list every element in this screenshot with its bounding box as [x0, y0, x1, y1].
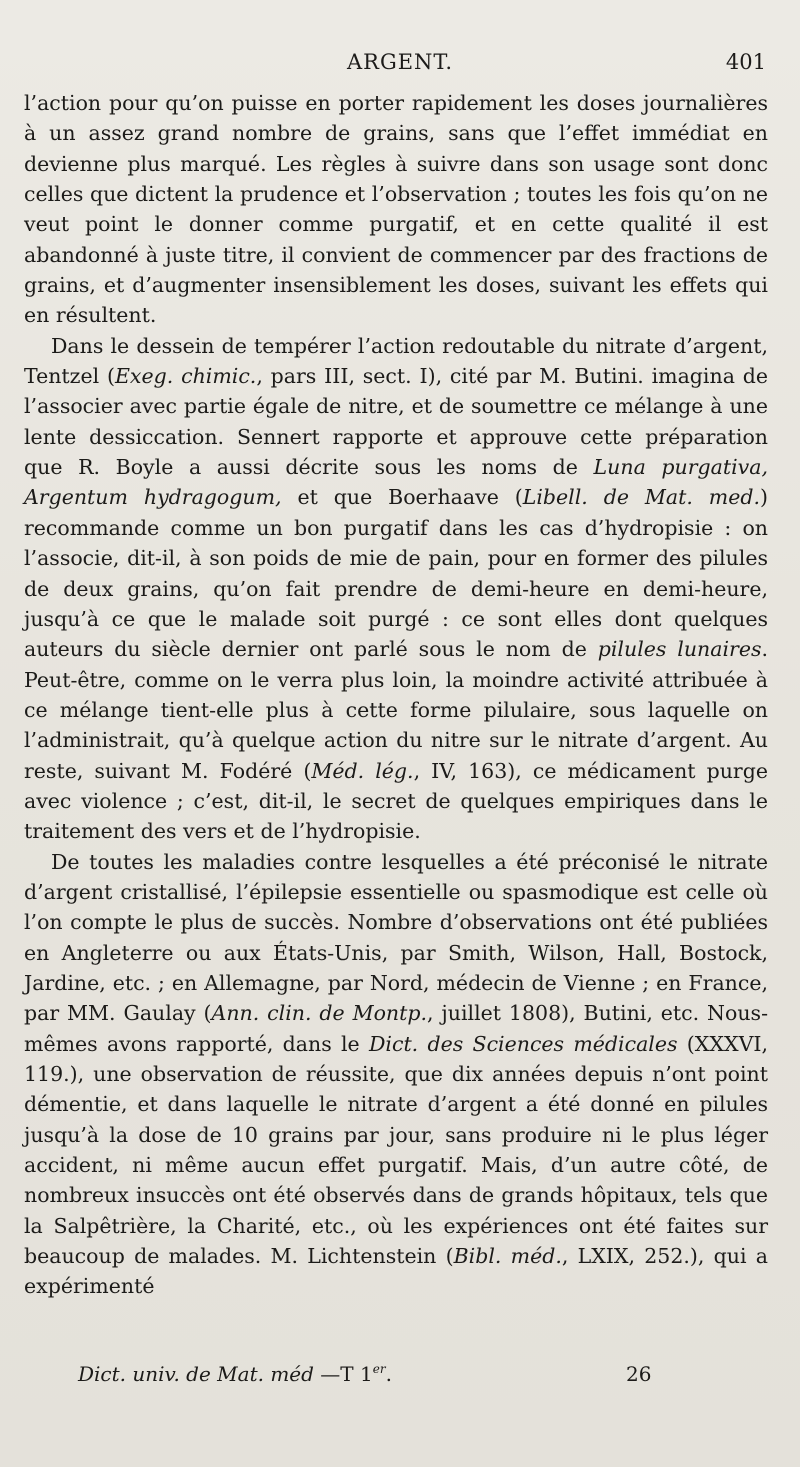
- page-footer: [0, 1362, 800, 1396]
- italic-reference: pilules lunaires: [597, 637, 762, 662]
- printer-signature: [78, 1362, 392, 1386]
- text-run: , pars III, sect. I), cité par M. Butini. imagina de l’associer avec partie égale de nitre, et de soumettre ce mélange à une lente dessiccation. Sennert rapporte et approuve cette préparation que R. Boyle a aussi décrite sous les noms de: [24, 364, 768, 480]
- sheet-number: 26: [626, 1362, 652, 1386]
- text-run: (XXXVI, 119.), une observation de réussite, que dix années depuis n’ont point démentie, et dans laquelle le nitrate d’argent a été donné en pilules jusqu’à la dose de 10 grains par jour, sans produire ni le plus léger accident, ni même aucun effet purgatif. Mais, d’un autre côté, de nombreux insuccès ont été observés dans de grands hôpitaux, tels que la Salpêtrière, la Charité, etc., où les expériences ont été faites sur beaucoup de malades. M. Lichtenstein (: [24, 1031, 768, 1269]
- paragraph-p1: [24, 88, 768, 331]
- signature-end: .: [385, 1362, 392, 1386]
- signature-dash: —T: [313, 1362, 354, 1386]
- text-run: De toutes les maladies contre lesquelles a été préconisé le nitrate d’argent cristallisé, l’épilepsie essentielle ou spasmodique est celle où l’on compte le plus de succès. Nombre d’observations ont été publiées en Angleterre ou aux États-Unis, par Smith, Wilson, Hall, Bostock, Jardine, etc. ; en Allemagne, par Nord, médecin de Vienne ; en France, par MM. Gaulay (: [24, 849, 768, 1026]
- text-run: l’action pour qu’on puisse en porter rapidement les doses journalières à un assez grand nombre de grains, sans que l’effet immédiat en devienne plus marqué. Les règles à suivre dans son usage sont donc celles que dictent la prudence et l’observation ; toutes les fois qu’on ne veut point le donner comme purgatif, et en cette qualité il est abandonné à juste titre, il convient de commencer par des fractions de grains, et d’augmenter insensiblement les doses, suivant les effets qui en résultent.: [24, 91, 768, 328]
- page-number: 401: [725, 50, 766, 74]
- italic-reference: Méd. lég.: [311, 758, 414, 783]
- italic-reference: Luna purgativa, Argentum hydragogum,: [24, 455, 768, 510]
- text-run: , IV, 163), ce médicament purge avec violence ; c’est, dit-il, le secret de quelques empiriques dans le traitement des vers et de l’hydropisie.: [24, 758, 768, 844]
- paragraph-p2: [24, 331, 768, 847]
- text-run: , LXIX, 252.), qui a expérimenté: [24, 1244, 768, 1299]
- text-run: . Peut-être, comme on le verra plus loin, la moindre activité attribuée à ce mélange tient-elle plus à cette forme pilulaire, sous laquelle on l’administrait, qu’à quelque action du nitre sur le nitrate d’argent. Au reste, suivant M. Fodéré (: [24, 637, 769, 783]
- signature-volume: 1: [360, 1362, 373, 1386]
- text-run: et que Boerhaave (: [281, 485, 523, 510]
- text-run: ) recommande comme un bon purgatif dans les cas d’hydropisie : on l’associe, dit-il, à son poids de mie de pain, pour en former des pilules de deux grains, qu’on fait prendre de demi-heure en demi-heure, jusqu’à ce que le malade soit purgé : ce sont elles dont quelques auteurs du siècle dernier ont parlé sous le nom de: [24, 485, 768, 662]
- signature-title: Dict. univ. de Mat. méd: [78, 1362, 314, 1386]
- italic-reference: Bibl. méd.: [453, 1244, 562, 1269]
- italic-reference: Dict. des Sciences médicales: [368, 1031, 678, 1056]
- italic-reference: Ann. clin. de Montp.: [211, 1001, 427, 1026]
- page-header: [0, 50, 800, 84]
- text-run: , juillet 1808), Butini, etc. Nous-mêmes avons rapporté, dans le: [24, 1001, 768, 1056]
- body-text: [24, 88, 768, 1302]
- paragraph-p3: [24, 847, 768, 1302]
- italic-reference: Libell. de Mat. med.: [522, 485, 760, 510]
- signature-volume-sup: er: [372, 1362, 386, 1376]
- text-run: Dans le dessein de tempérer l’action redoutable du nitrate d’argent, Tentzel (: [24, 333, 768, 389]
- italic-reference: Exeg. chimic.: [114, 364, 257, 389]
- running-head: ARGENT.: [346, 50, 454, 74]
